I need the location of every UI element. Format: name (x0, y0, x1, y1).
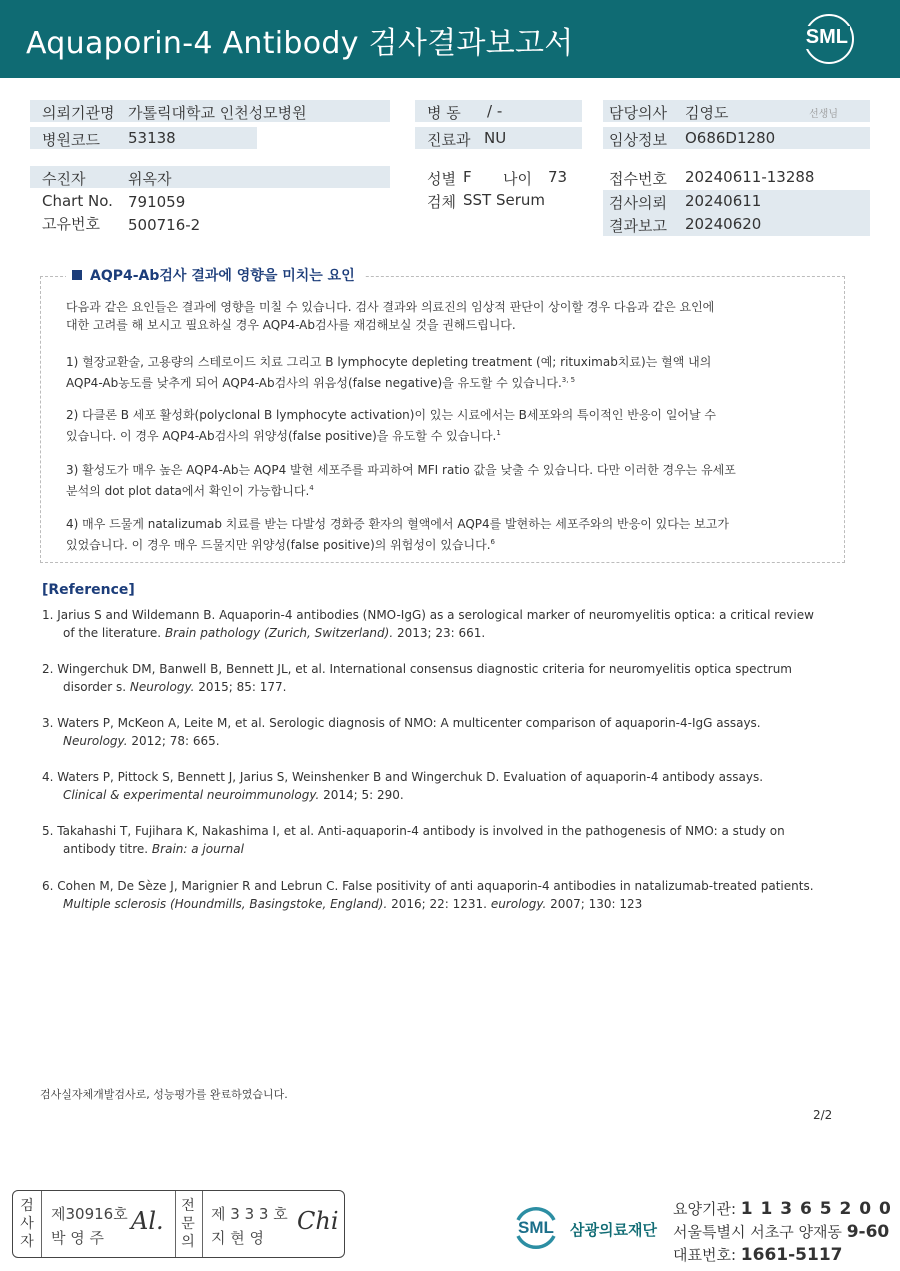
factor-3 (66, 461, 836, 500)
factor-2-line-1: 2) 다클론 B 세포 활성화(polyclonal B lymphocyte activation)이 있는 시료에서는 B세포와의 특이적인 반응이 일어날 수 (66, 408, 717, 422)
clinical-label: 임상정보 (609, 131, 667, 149)
ward-label: 병 동 (427, 104, 461, 122)
reference-1 (42, 606, 852, 642)
signature-divider (202, 1191, 203, 1257)
signature-box (12, 1190, 345, 1258)
reference-2-title-end: disorder s. (63, 680, 130, 694)
examiner-license: 제30916호 (51, 1205, 128, 1223)
hospital-code-field (30, 127, 257, 149)
reference-4-journal: Clinical & experimental neuroimmunology. (63, 788, 320, 802)
hospital-code-value: 53138 (128, 129, 176, 147)
factor-1-text: AQP4-Ab농도를 낮추게 되어 AQP4-Ab검사의 위음성(false negative)을 유도할 수 있습니다. (66, 376, 562, 390)
specialist-label: 전문의 (181, 1198, 195, 1250)
factor-1-line-1: 1) 혈장교환술, 고용량의 스테로이드 치료 그리고 B lymphocyte depleting treatment (예; rituximab치료)는 혈액 내의 (66, 355, 712, 369)
reference-2-line-2 (42, 678, 852, 696)
reference-2 (42, 660, 852, 696)
hospital-code-label: 병원코드 (42, 131, 100, 149)
reference-4-line-2 (42, 786, 852, 804)
reference-6-citation: 2016; 22: 1231. (387, 897, 491, 911)
patient-name-value: 위옥자 (128, 170, 172, 188)
intro-line-2: 대한 고려를 해 보시고 필요하실 경우 AQP4-Ab검사를 재검해보실 것을 권해드립니다. (66, 318, 516, 332)
factor-3-text: 분석의 dot plot data에서 확인이 가능합니다. (66, 484, 310, 498)
reference-3 (42, 714, 852, 750)
request-date-label: 검사의뢰 (609, 194, 667, 212)
org-code-value: 1 1 3 6 5 2 0 0 (740, 1199, 892, 1219)
reference-heading: [Reference] (42, 582, 135, 598)
page-number: 2/2 (813, 1108, 833, 1122)
specimen-label: 검체 (427, 193, 456, 211)
phone-line (673, 1244, 842, 1265)
reference-5 (42, 822, 852, 858)
reference-6-journal-2: eurology. (490, 897, 547, 911)
reference-5-title-end: antibody titre. (63, 842, 152, 856)
address-text: 서울특별시 서초구 양재동 (673, 1223, 847, 1241)
intro-line-1: 다음과 같은 요인들은 결과에 영향을 미칠 수 있습니다. 검사 결과와 의료진의 임상적 판단이 상이할 경우 다음과 같은 요인에 (66, 300, 715, 314)
examiner-label: 검사자 (20, 1198, 34, 1250)
reference-4 (42, 768, 852, 804)
specialist-signature: Chi (297, 1207, 339, 1235)
reference-6-line-2 (42, 895, 852, 913)
clinical-value: O686D1280 (685, 129, 776, 147)
chart-no-label: Chart No. (42, 192, 113, 210)
dept-field (415, 127, 582, 149)
reference-6 (42, 877, 852, 913)
phone-value: 1661-5117 (740, 1245, 843, 1265)
factor-4-line-1: 4) 매우 드물게 natalizumab 치료를 받는 다발성 경화증 환자의 혈액에서 AQP4를 발현하는 세포주와의 반응이 있다는 보고가 (66, 517, 729, 531)
specimen-value: SST Serum (463, 191, 546, 209)
reference-5-line-2 (42, 840, 852, 858)
report-header (0, 0, 900, 78)
factor-1 (66, 353, 836, 392)
reference-6-citation-2: 2007; 130: 123 (546, 897, 643, 911)
foundation-name: 삼광의료재단 (570, 1221, 657, 1239)
reference-2-citation: 2015; 85: 177. (194, 680, 287, 694)
sml-logo-text: SML (518, 1218, 554, 1237)
dept-label: 진료과 (427, 131, 471, 149)
factor-3-citation: 4 (309, 484, 314, 492)
factor-4-text: 있었습니다. 이 경우 매우 드물지만 위양성(false positive)의 위험성이 있습니다. (66, 538, 491, 552)
request-org-field (30, 100, 390, 122)
specialist-name: 지 현 영 (211, 1229, 265, 1247)
report-title: Aquaporin-4 Antibody 검사결과보고서 (26, 26, 574, 61)
doctor-suffix: 선생님 (809, 109, 838, 120)
factor-2 (66, 406, 836, 445)
ward-value: / - (487, 102, 503, 120)
reference-1-journal: Brain pathology (Zurich, Switzerland). (164, 626, 394, 640)
reference-3-line-1: 3. Waters P, McKeon A, Leite M, et al. Serologic diagnosis of NMO: A multicenter comparison of aquaporin-4-IgG assays. (42, 716, 761, 730)
factor-4-line-2 (66, 533, 836, 554)
report-date-value: 20240620 (685, 215, 762, 233)
sml-foundation-logo-icon (510, 1200, 562, 1252)
patient-name-field (30, 166, 390, 188)
reference-3-line-2 (42, 732, 852, 750)
report-date-label: 결과보고 (609, 217, 667, 235)
factor-2-citation: 1 (496, 429, 501, 437)
doctor-value: 김영도 (685, 104, 729, 122)
reference-5-line-1: 5. Takahashi T, Fujihara K, Nakashima I, et al. Anti-aquaporin-4 antibody is involved in the pathogenesis of NMO: a study on (42, 824, 785, 838)
reference-2-line-1: 2. Wingerchuk DM, Banwell B, Bennett JL, et al. International consensus diagnostic criteria for neuromyelitis optica spectrum (42, 662, 792, 676)
clinical-field (603, 127, 870, 149)
factor-3-line-2 (66, 479, 836, 500)
sex-label: 성별 (427, 170, 456, 188)
factor-1-citation: 3, 5 (561, 376, 576, 384)
phone-label: 대표번호: (673, 1246, 741, 1264)
age-label: 나이 (503, 170, 532, 188)
reference-3-citation: 2012; 78: 665. (127, 734, 220, 748)
factors-title-text: AQP4-Ab검사 결과에 영향을 미치는 요인 (90, 268, 355, 284)
sml-logo-text: SML (805, 26, 848, 48)
dept-value: NU (484, 129, 507, 147)
reference-6-journal: Multiple sclerosis (Houndmills, Basingstoke, England). (63, 897, 388, 911)
reference-3-journal: Neurology. (63, 734, 128, 748)
specialist-license: 제 3 3 3 호 (211, 1205, 288, 1223)
factor-4 (66, 515, 836, 554)
factor-4-citation: 6 (490, 538, 495, 546)
examiner-signature: Al. (131, 1207, 164, 1235)
age-value: 73 (548, 168, 568, 186)
signature-divider (41, 1191, 42, 1257)
org-code-line (673, 1198, 892, 1219)
factor-3-line-1: 3) 활성도가 매우 높은 AQP4-Ab는 AQP4 발현 세포주를 파괴하여 MFI ratio 값을 낮출 수 있습니다. 다만 이러한 경우는 유세포 (66, 463, 736, 477)
reference-1-citation: 2013; 23: 661. (393, 626, 486, 640)
unique-id-value: 500716-2 (128, 216, 201, 234)
examiner-name: 박 영 주 (51, 1229, 105, 1247)
chart-no-value: 791059 (128, 193, 186, 211)
reference-2-journal: Neurology. (129, 680, 195, 694)
reference-6-line-1: 6. Cohen M, De Sèze J, Marignier R and Lebrun C. False positivity of anti aquaporin-4 antibodies in natalizumab-treated patients. (42, 879, 814, 893)
address-line (673, 1221, 889, 1242)
factors-title (66, 265, 365, 285)
doctor-label: 담당의사 (609, 104, 667, 122)
factor-1-line-2 (66, 371, 836, 392)
request-date-value: 20240611 (685, 192, 762, 210)
reference-1-line-1: 1. Jarius S and Wildemann B. Aquaporin-4 antibodies (NMO-IgG) as a serological marker of neuromyelitis optica: a critical review (42, 608, 814, 622)
reference-5-journal: Brain: a journal (151, 842, 244, 856)
receipt-no-value: 20240611-13288 (685, 168, 815, 186)
patient-name-label: 수진자 (42, 170, 86, 188)
request-org-label: 의뢰기관명 (42, 104, 115, 122)
factors-intro (66, 298, 836, 334)
ward-field (415, 100, 582, 122)
doctor-field (603, 100, 870, 122)
factor-2-line-2 (66, 424, 836, 445)
factor-2-text: 있습니다. 이 경우 AQP4-Ab검사의 위양성(false positive)을 유도할 수 있습니다. (66, 429, 497, 443)
receipt-no-label: 접수번호 (609, 170, 667, 188)
sex-value: F (463, 168, 472, 186)
request-org-value: 가톨릭대학교 인천성모병원 (128, 104, 307, 122)
dates-field (603, 190, 870, 236)
org-code-label: 요양기관: (673, 1200, 741, 1218)
address-number: 9-60 (846, 1222, 890, 1242)
reference-4-line-1: 4. Waters P, Pittock S, Bennett J, Jarius S, Weinshenker B and Wingerchuk D. Evaluation of aquaporin-4 antibody assays. (42, 770, 764, 784)
reference-1-title-end: of the literature. (63, 626, 165, 640)
development-note: 검사실자체개발검사로, 성능평가를 완료하였습니다. (40, 1088, 288, 1101)
square-bullet-icon (72, 270, 82, 280)
unique-id-label: 고유번호 (42, 215, 100, 233)
reference-1-line-2 (42, 624, 852, 642)
reference-4-citation: 2014; 5: 290. (319, 788, 404, 802)
